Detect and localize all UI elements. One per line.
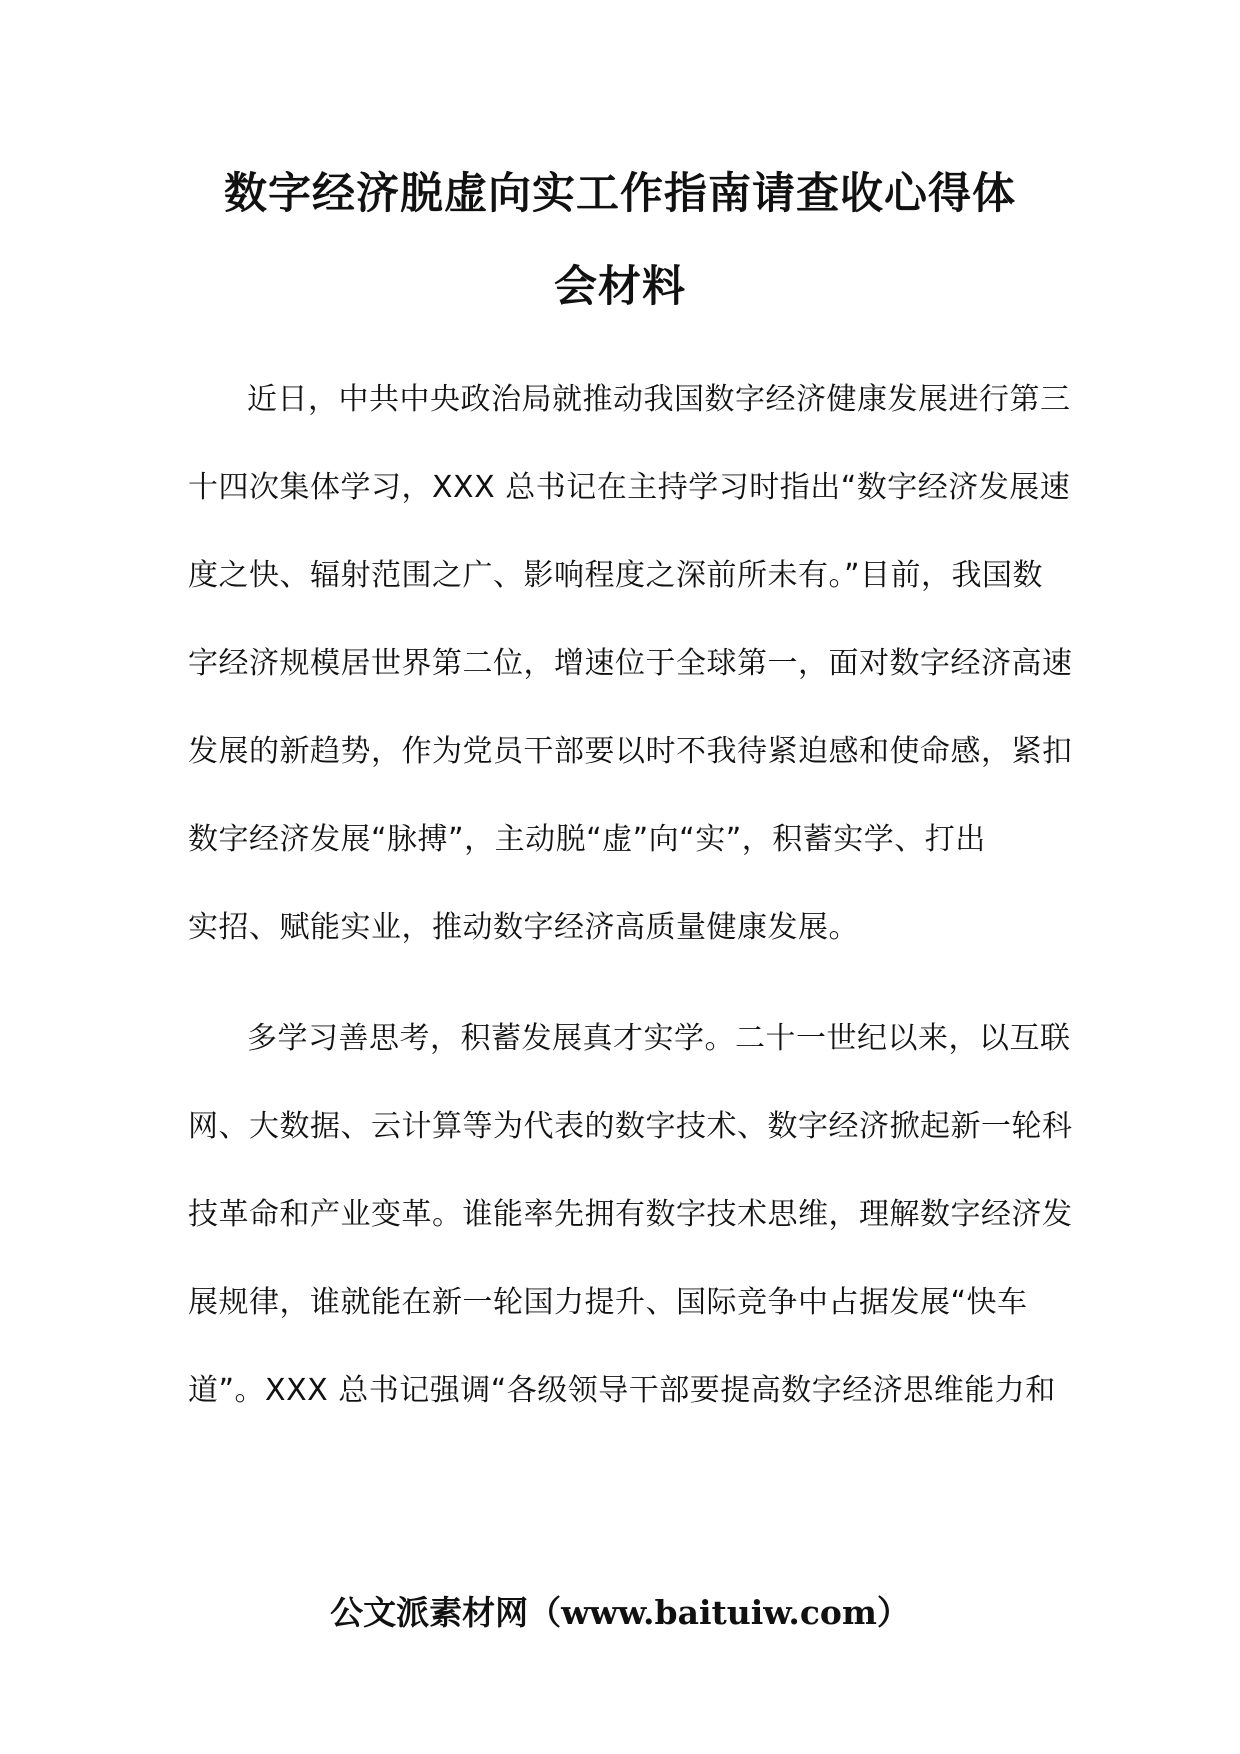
paragraph-2-line-5: 道”。XXX 总书记强调“各级领导干部要提高数字经济思维能力和 bbox=[188, 1373, 1056, 1408]
paragraph-2-line-4: 展规律，谁就能在新一轮国力提升、国际竞争中占据发展“快车 bbox=[188, 1285, 1028, 1320]
paragraph-2-line-1: 多学习善思考，积蓄发展真才实学。二十一世纪以来，以互联 bbox=[247, 1021, 1071, 1056]
paragraph-1-line-5: 发展的新趋势，作为党员干部要以时不我待紧迫感和使命感，紧扣 bbox=[188, 734, 1073, 769]
paragraph-1-line-1: 近日，中共中央政治局就推动我国数字经济健康发展进行第三 bbox=[247, 382, 1071, 417]
paragraph-1-line-6: 数字经济发展“脉搏”，主动脱“虚”向“实”，积蓄实学、打出 bbox=[188, 822, 986, 857]
paragraph-1-line-4: 字经济规模居世界第二位，增速位于全球第一，面对数字经济高速 bbox=[188, 646, 1073, 681]
footer-source: 公文派素材网（www.baituiw.com） bbox=[330, 1593, 910, 1632]
paragraph-2-line-3: 技革命和产业变革。谁能率先拥有数字技术思维，理解数字经济发 bbox=[188, 1197, 1073, 1232]
paragraph-1-line-2: 十四次集体学习，XXX 总书记在主持学习时指出“数字经济发展速 bbox=[188, 470, 1071, 505]
document-title-line-1: 数字经济脱虚向实工作指南请查收心得体 bbox=[224, 169, 1016, 219]
paragraph-1-line-7: 实招、赋能实业，推动数字经济高质量健康发展。 bbox=[188, 910, 859, 945]
paragraph-1-line-3: 度之快、辐射范围之广、影响程度之深前所未有。”目前，我国数 bbox=[188, 558, 1044, 593]
paragraph-2-line-2: 网、大数据、云计算等为代表的数字技术、数字经济掀起新一轮科 bbox=[188, 1109, 1073, 1144]
document-title-line-2: 会材料 bbox=[554, 262, 686, 312]
